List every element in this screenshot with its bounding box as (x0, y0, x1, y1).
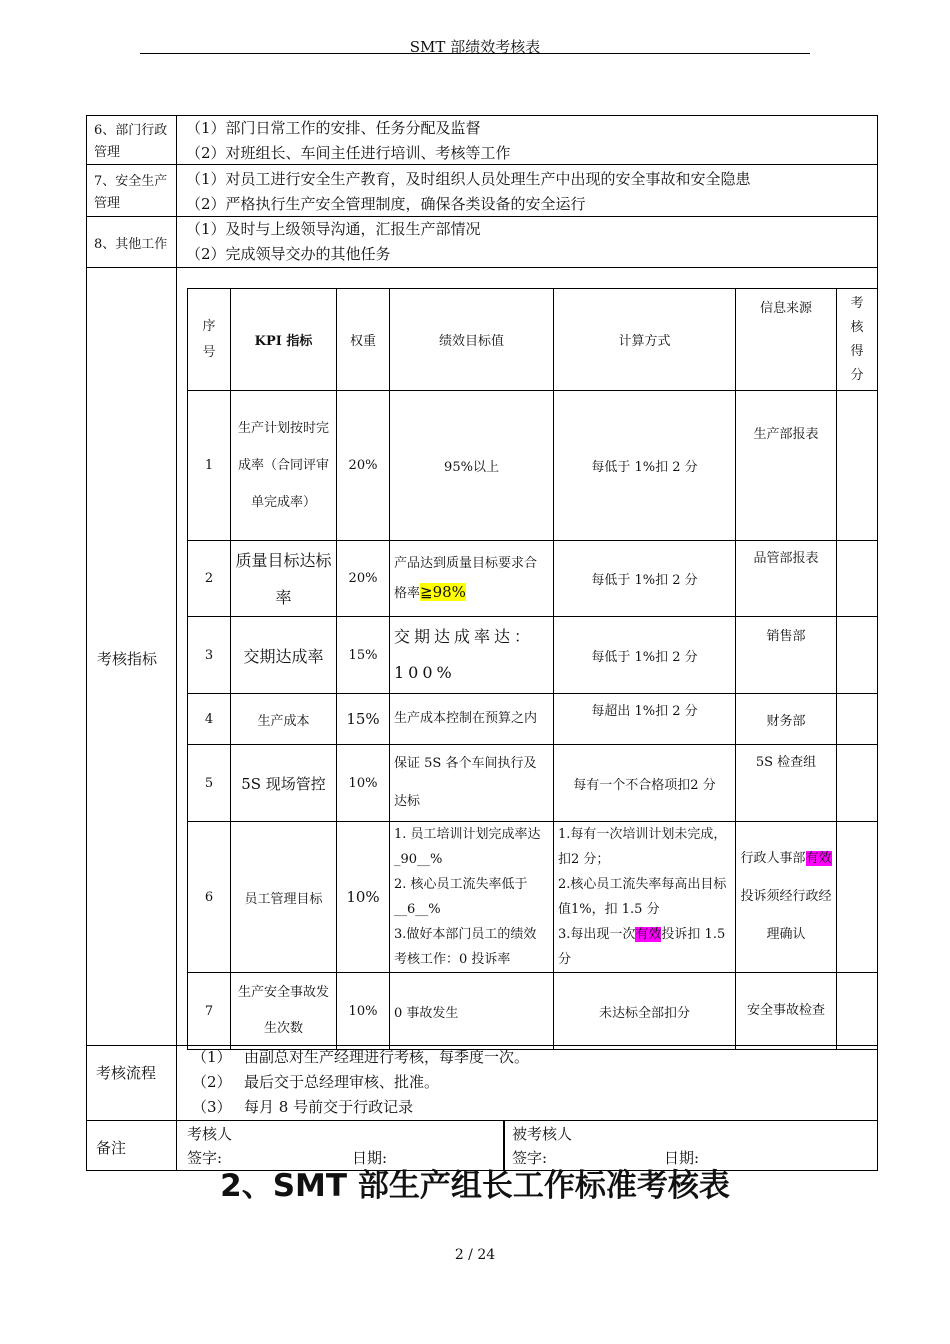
row-2-name: 质量目标达标率 (231, 541, 337, 617)
section-8-label: 8、其他工作 (94, 237, 168, 252)
row-5-name: 5S 现场管控 (231, 745, 337, 822)
section-8-line-1: （1）及时与上级领导沟通，汇报生产部情况 (186, 220, 481, 238)
row-7-method: 未达标全部扣分 (554, 973, 736, 1050)
row-2-target: 产品达到质量目标要求合格率 (394, 555, 538, 601)
row-6-target-2: 2. 核心员工流失率低于__6__% (394, 877, 528, 917)
row-2-method: 每低于 1%扣 2 分 (554, 541, 736, 617)
table-row (188, 973, 878, 1050)
row-7-target: 0 事故发生 (390, 973, 554, 1050)
row-5-source: 5S 检查组 (736, 745, 837, 822)
table-row (188, 745, 878, 822)
table-row (188, 541, 878, 617)
row-3-target: 交期达成率达：100% (390, 617, 554, 694)
row-6-name: 员工管理目标 (231, 822, 337, 973)
row-5-weight: 10% (337, 745, 390, 822)
row-1-name: 生产计划按时完成率（合同评审单完成率） (231, 391, 337, 541)
section-title: 2、SMT 部生产组长工作标准考核表 (220, 1168, 730, 1204)
header-rule (140, 53, 810, 54)
process-step-2-no: （2） (192, 1073, 232, 1091)
assessee-sign[interactable]: 签字: (512, 1149, 548, 1167)
row-1-score[interactable] (837, 391, 878, 541)
row-4-target: 生产成本控制在预算之内 (390, 694, 554, 745)
col-source-header: 信息来源 (736, 289, 837, 391)
row-7-no: 7 (188, 973, 231, 1050)
row-4-method: 每超出 1%扣 2 分 (554, 694, 736, 745)
row-2-score[interactable] (837, 541, 878, 617)
row-3-no: 3 (188, 617, 231, 694)
row-6-weight: 10% (337, 822, 390, 973)
assessor-label: 考核人 (187, 1125, 233, 1143)
row-4-source: 财务部 (736, 694, 837, 745)
assessee-label: 被考核人 (512, 1125, 573, 1143)
row-7-score[interactable] (837, 973, 878, 1050)
row-6-method-3a: 3.每出现一次 (558, 927, 636, 942)
process-step-1: 由副总对生产经理进行考核，每季度一次。 (244, 1048, 530, 1066)
row-3-weight: 15% (337, 617, 390, 694)
page-header: SMT 部绩效考核表 (409, 38, 541, 56)
row-7-name: 生产安全事故发生次数 (231, 973, 337, 1050)
kpi-header-row (188, 289, 878, 391)
section-8-line-2: （2）完成领导交办的其他任务 (186, 245, 391, 263)
row-2-weight: 20% (337, 541, 390, 617)
row-7-source: 安全事故检查 (736, 973, 837, 1050)
process-step-3: 每月 8 号前交于行政记录 (244, 1098, 414, 1116)
section-6-line-2: （2）对班组长、车间主任进行培训、考核等工作 (186, 144, 511, 162)
remark-label: 备注 (96, 1139, 127, 1157)
row-1-source: 生产部报表 (736, 391, 837, 541)
section-6-label: 6、部门行政管理 (94, 123, 168, 160)
col-kpi-header: KPI 指标 (254, 334, 313, 349)
row-7-weight: 10% (337, 973, 390, 1050)
row-5-no: 5 (188, 745, 231, 822)
row-6-method-2: 2.核心员工流失率每高出目标值1%，扣 1.5 分 (558, 877, 727, 917)
col-weight-header: 权重 (337, 289, 390, 391)
row-5-method: 每有一个不合格项扣2 分 (554, 745, 736, 822)
section-7-line-1: （1）对员工进行安全生产教育，及时组织人员处理生产中出现的安全事故和安全隐患 (186, 170, 751, 188)
row-5-score[interactable] (837, 745, 878, 822)
row-6-no: 6 (188, 822, 231, 973)
assessee-date[interactable]: 日期: (664, 1149, 700, 1167)
page-number: 2 / 24 (454, 1247, 496, 1263)
row-6-score[interactable] (837, 822, 878, 973)
process-step-3-no: （3） (192, 1098, 232, 1116)
row-3-method: 每低于 1%扣 2 分 (554, 617, 736, 694)
row-4-weight: 15% (337, 694, 390, 745)
col-no-header: 序号 (202, 318, 216, 360)
row-2-target-highlight: ≧98% (420, 582, 466, 601)
section-7-line-2: （2）严格执行生产安全管理制度，确保各类设备的安全运行 (186, 195, 586, 213)
row-4-score[interactable] (837, 694, 878, 745)
table-row (188, 617, 878, 694)
table-row (188, 391, 878, 541)
process-label: 考核流程 (96, 1064, 157, 1082)
row-6-target-1: 1. 员工培训计划完成率达_90__% (394, 827, 541, 867)
row-6-source-highlight: 有效 (805, 851, 832, 866)
row-1-weight: 20% (337, 391, 390, 541)
col-target-header: 绩效目标值 (390, 289, 554, 391)
row-1-no: 1 (188, 391, 231, 541)
table-row (188, 694, 878, 745)
process-label-cell (86, 1045, 177, 1121)
process-step-1-no: （1） (192, 1048, 232, 1066)
section-6-line-1: （1）部门日常工作的安排、任务分配及监督 (186, 119, 481, 137)
row-6-target-3: 3.做好本部门员工的绩效考核工作：0 投诉率 (394, 927, 537, 967)
row-2-no: 2 (188, 541, 231, 617)
col-method-header: 计算方式 (554, 289, 736, 391)
row-1-target: 95%以上 (390, 391, 554, 541)
assessor-date[interactable]: 日期: (352, 1149, 388, 1167)
row-5-target: 保证 5S 各个车间执行及达标 (390, 745, 554, 822)
kpi-table (187, 288, 878, 1050)
row-1-method: 每低于 1%扣 2 分 (554, 391, 736, 541)
row-6-source-a: 行政人事部 (740, 851, 806, 866)
row-4-no: 4 (188, 694, 231, 745)
table-row (188, 822, 878, 973)
col-score-header: 考核得分 (850, 295, 864, 383)
kpi-label: 考核指标 (97, 650, 158, 668)
section-7-label: 7、安全生产管理 (94, 174, 168, 211)
row-2-source: 品管部报表 (736, 541, 837, 617)
assessor-sign[interactable]: 签字: (187, 1149, 223, 1167)
row-4-name: 生产成本 (231, 694, 337, 745)
row-3-source: 销售部 (736, 617, 837, 694)
row-6-method-3b: 投诉扣 1.5 分 (558, 927, 726, 967)
row-6-source-b: 投诉须经行政经理确认 (740, 889, 832, 942)
row-3-score[interactable] (837, 617, 878, 694)
row-6-method-3-highlight: 有效 (635, 927, 662, 942)
row-3-name: 交期达成率 (231, 617, 337, 694)
row-6-method-1: 1.每有一次培训计划未完成，扣2 分； (558, 827, 727, 867)
process-step-2: 最后交于总经理审核、批准。 (244, 1073, 440, 1091)
